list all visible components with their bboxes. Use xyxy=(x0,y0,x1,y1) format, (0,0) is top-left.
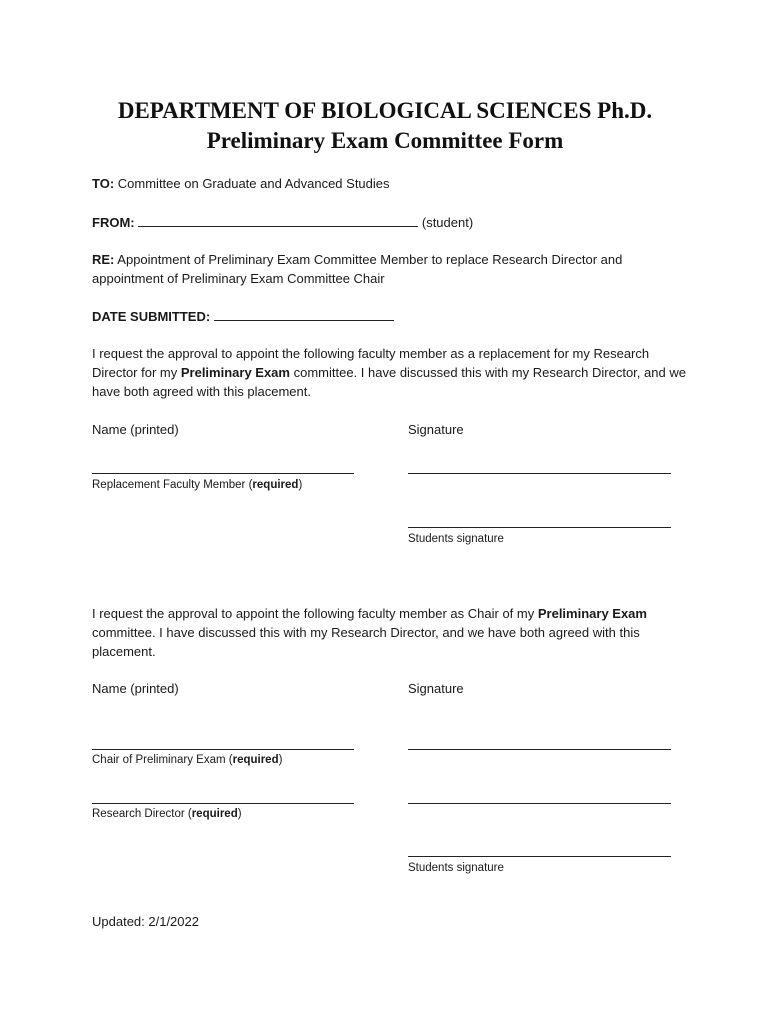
re-value: Appointment of Preliminary Exam Committee Member to replace Research Director and appointment of Preliminary Exam Committee Chair xyxy=(92,252,623,286)
to-label: TO: xyxy=(92,176,115,191)
from-line xyxy=(92,212,473,232)
section2-signature-header: Signature xyxy=(408,681,464,696)
section1-paragraph xyxy=(92,344,692,401)
section2-text-end: committee. I have discussed this with my Research Director, and we have both agreed with this placement. xyxy=(92,625,640,659)
date-blank[interactable] xyxy=(214,306,394,321)
chair-signature-line[interactable] xyxy=(408,749,671,750)
replacement-signature-line[interactable] xyxy=(408,473,671,474)
from-suffix: (student) xyxy=(421,215,474,230)
students-signature-caption-2: Students signature xyxy=(408,862,504,874)
replacement-member-caption: Replacement Faculty Member (required) xyxy=(92,479,303,491)
chair-caption: Chair of Preliminary Exam (required) xyxy=(92,754,283,766)
student-signature-line-1[interactable] xyxy=(408,527,671,528)
date-line xyxy=(92,306,394,326)
section1-signature-header: Signature xyxy=(408,422,464,437)
to-line xyxy=(92,174,390,193)
director-name-line[interactable] xyxy=(92,803,354,804)
section2-text-start: I request the approval to appoint the following faculty member as Chair of my xyxy=(92,606,535,621)
section1-name-header: Name (printed) xyxy=(92,422,179,437)
chair-name-line[interactable] xyxy=(92,749,354,750)
updated-date: Updated: 2/1/2022 xyxy=(92,914,199,929)
section2-text-bold: Preliminary Exam xyxy=(537,606,647,621)
re-label: RE: xyxy=(92,252,115,267)
section1-text-bold: Preliminary Exam xyxy=(180,365,290,380)
section2-paragraph xyxy=(92,604,692,661)
director-signature-line[interactable] xyxy=(408,803,671,804)
re-paragraph xyxy=(92,250,692,288)
replacement-name-line[interactable] xyxy=(92,473,354,474)
director-caption: Research Director (required) xyxy=(92,808,242,820)
section2-name-header: Name (printed) xyxy=(92,681,179,696)
from-label: FROM: xyxy=(92,215,135,230)
student-signature-line-2[interactable] xyxy=(408,856,671,857)
section1-text-start: I request the approval to appoint the following faculty member as a replacement for my Research Director for my xyxy=(92,346,650,380)
section1-text-end: committee. I have discussed this with my Research Director, and we have both agreed with this placement. xyxy=(92,365,686,399)
to-value: Committee on Graduate and Advanced Studies xyxy=(117,176,390,191)
page-title-line1: DEPARTMENT OF BIOLOGICAL SCIENCES Ph.D. xyxy=(117,98,653,123)
students-signature-caption-1: Students signature xyxy=(408,533,504,545)
date-label: DATE SUBMITTED: xyxy=(92,309,211,324)
page-title-line2: Preliminary Exam Committee Form xyxy=(206,128,564,153)
from-blank[interactable] xyxy=(138,212,418,227)
